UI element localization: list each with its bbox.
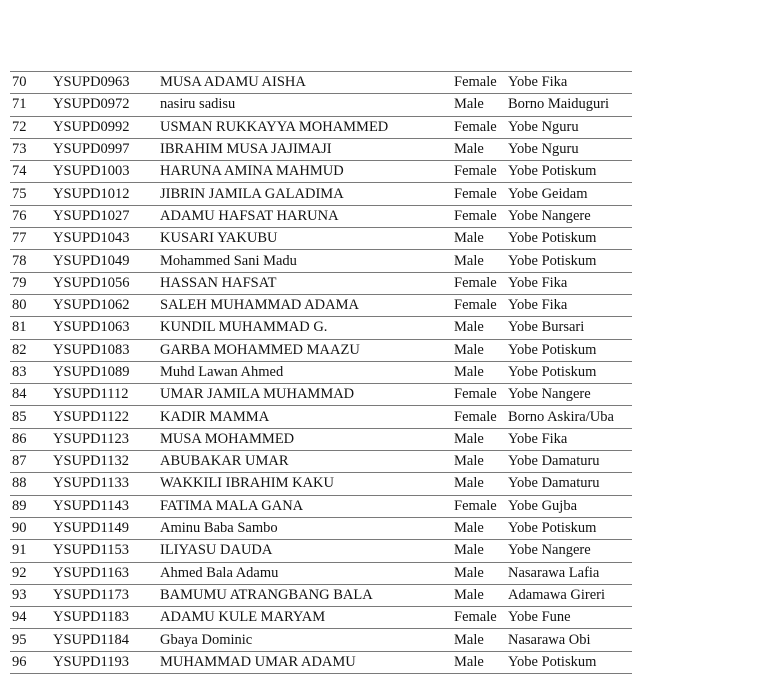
state-lga-cell: Yobe Damaturu bbox=[506, 473, 632, 495]
row-number-cell: 72 bbox=[10, 116, 51, 138]
registration-id-cell: YSUPD1063 bbox=[51, 317, 158, 339]
registration-id-cell: YSUPD1027 bbox=[51, 205, 158, 227]
participant-table bbox=[10, 71, 632, 674]
row-number-cell: 79 bbox=[10, 272, 51, 294]
gender-cell: Female bbox=[452, 205, 506, 227]
person-name-cell: WAKKILI IBRAHIM KAKU bbox=[158, 473, 452, 495]
registration-id-cell: YSUPD1123 bbox=[51, 428, 158, 450]
document-page bbox=[10, 71, 632, 674]
table-row bbox=[10, 473, 632, 495]
table-row bbox=[10, 272, 632, 294]
registration-id-cell: YSUPD1153 bbox=[51, 540, 158, 562]
gender-cell: Male bbox=[452, 361, 506, 383]
row-number-cell: 89 bbox=[10, 495, 51, 517]
state-lga-cell: Yobe Fika bbox=[506, 294, 632, 316]
person-name-cell: Ahmed Bala Adamu bbox=[158, 562, 452, 584]
table-row bbox=[10, 94, 632, 116]
registration-id-cell: YSUPD1012 bbox=[51, 183, 158, 205]
row-number-cell: 75 bbox=[10, 183, 51, 205]
person-name-cell: USMAN RUKKAYYA MOHAMMED bbox=[158, 116, 452, 138]
registration-id-cell: YSUPD1003 bbox=[51, 161, 158, 183]
state-lga-cell: Yobe Potiskum bbox=[506, 361, 632, 383]
person-name-cell: ADAMU KULE MARYAM bbox=[158, 607, 452, 629]
state-lga-cell: Yobe Damaturu bbox=[506, 451, 632, 473]
table-row bbox=[10, 205, 632, 227]
state-lga-cell: Yobe Potiskum bbox=[506, 228, 632, 250]
table-row bbox=[10, 517, 632, 539]
row-number-cell: 76 bbox=[10, 205, 51, 227]
table-row bbox=[10, 161, 632, 183]
state-lga-cell: Yobe Nguru bbox=[506, 138, 632, 160]
row-number-cell: 81 bbox=[10, 317, 51, 339]
state-lga-cell: Yobe Geidam bbox=[506, 183, 632, 205]
registration-id-cell: YSUPD1083 bbox=[51, 339, 158, 361]
row-number-cell: 71 bbox=[10, 94, 51, 116]
table-row bbox=[10, 540, 632, 562]
table-row bbox=[10, 294, 632, 316]
state-lga-cell: Borno Maiduguri bbox=[506, 94, 632, 116]
table-row bbox=[10, 607, 632, 629]
table-row bbox=[10, 138, 632, 160]
person-name-cell: Aminu Baba Sambo bbox=[158, 517, 452, 539]
state-lga-cell: Yobe Potiskum bbox=[506, 517, 632, 539]
gender-cell: Male bbox=[452, 584, 506, 606]
table-row bbox=[10, 651, 632, 673]
person-name-cell: nasiru sadisu bbox=[158, 94, 452, 116]
row-number-cell: 93 bbox=[10, 584, 51, 606]
gender-cell: Female bbox=[452, 294, 506, 316]
registration-id-cell: YSUPD1163 bbox=[51, 562, 158, 584]
row-number-cell: 96 bbox=[10, 651, 51, 673]
row-number-cell: 95 bbox=[10, 629, 51, 651]
state-lga-cell: Yobe Fika bbox=[506, 72, 632, 94]
person-name-cell: Gbaya Dominic bbox=[158, 629, 452, 651]
gender-cell: Male bbox=[452, 651, 506, 673]
row-number-cell: 87 bbox=[10, 451, 51, 473]
gender-cell: Male bbox=[452, 629, 506, 651]
state-lga-cell: Yobe Bursari bbox=[506, 317, 632, 339]
registration-id-cell: YSUPD1049 bbox=[51, 250, 158, 272]
row-number-cell: 74 bbox=[10, 161, 51, 183]
gender-cell: Female bbox=[452, 272, 506, 294]
row-number-cell: 80 bbox=[10, 294, 51, 316]
registration-id-cell: YSUPD1173 bbox=[51, 584, 158, 606]
row-number-cell: 73 bbox=[10, 138, 51, 160]
person-name-cell: Muhd Lawan Ahmed bbox=[158, 361, 452, 383]
row-number-cell: 78 bbox=[10, 250, 51, 272]
person-name-cell: MUSA ADAMU AISHA bbox=[158, 72, 452, 94]
gender-cell: Male bbox=[452, 540, 506, 562]
person-name-cell: MUSA MOHAMMED bbox=[158, 428, 452, 450]
person-name-cell: HASSAN HAFSAT bbox=[158, 272, 452, 294]
person-name-cell: MUHAMMAD UMAR ADAMU bbox=[158, 651, 452, 673]
row-number-cell: 94 bbox=[10, 607, 51, 629]
gender-cell: Male bbox=[452, 473, 506, 495]
registration-id-cell: YSUPD1056 bbox=[51, 272, 158, 294]
registration-id-cell: YSUPD1143 bbox=[51, 495, 158, 517]
table-row bbox=[10, 495, 632, 517]
row-number-cell: 91 bbox=[10, 540, 51, 562]
person-name-cell: JIBRIN JAMILA GALADIMA bbox=[158, 183, 452, 205]
state-lga-cell: Yobe Gujba bbox=[506, 495, 632, 517]
registration-id-cell: YSUPD1183 bbox=[51, 607, 158, 629]
state-lga-cell: Yobe Potiskum bbox=[506, 161, 632, 183]
table-row bbox=[10, 384, 632, 406]
table-row bbox=[10, 339, 632, 361]
gender-cell: Female bbox=[452, 607, 506, 629]
person-name-cell: FATIMA MALA GANA bbox=[158, 495, 452, 517]
state-lga-cell: Yobe Potiskum bbox=[506, 651, 632, 673]
row-number-cell: 83 bbox=[10, 361, 51, 383]
table-row bbox=[10, 428, 632, 450]
state-lga-cell: Yobe Nguru bbox=[506, 116, 632, 138]
person-name-cell: SALEH MUHAMMAD ADAMA bbox=[158, 294, 452, 316]
table-row bbox=[10, 451, 632, 473]
table-row bbox=[10, 183, 632, 205]
gender-cell: Male bbox=[452, 428, 506, 450]
row-number-cell: 88 bbox=[10, 473, 51, 495]
person-name-cell: KADIR MAMMA bbox=[158, 406, 452, 428]
gender-cell: Male bbox=[452, 339, 506, 361]
registration-id-cell: YSUPD1149 bbox=[51, 517, 158, 539]
state-lga-cell: Yobe Nangere bbox=[506, 384, 632, 406]
registration-id-cell: YSUPD1089 bbox=[51, 361, 158, 383]
table-row bbox=[10, 317, 632, 339]
row-number-cell: 86 bbox=[10, 428, 51, 450]
gender-cell: Male bbox=[452, 250, 506, 272]
table-row bbox=[10, 406, 632, 428]
row-number-cell: 70 bbox=[10, 72, 51, 94]
table-row bbox=[10, 228, 632, 250]
gender-cell: Female bbox=[452, 161, 506, 183]
participant-table-body bbox=[10, 72, 632, 674]
state-lga-cell: Yobe Nangere bbox=[506, 205, 632, 227]
state-lga-cell: Nasarawa Obi bbox=[506, 629, 632, 651]
gender-cell: Female bbox=[452, 384, 506, 406]
gender-cell: Male bbox=[452, 317, 506, 339]
person-name-cell: ABUBAKAR UMAR bbox=[158, 451, 452, 473]
state-lga-cell: Yobe Nangere bbox=[506, 540, 632, 562]
state-lga-cell: Adamawa Gireri bbox=[506, 584, 632, 606]
state-lga-cell: Nasarawa Lafia bbox=[506, 562, 632, 584]
gender-cell: Male bbox=[452, 228, 506, 250]
gender-cell: Male bbox=[452, 451, 506, 473]
table-row bbox=[10, 562, 632, 584]
registration-id-cell: YSUPD1062 bbox=[51, 294, 158, 316]
gender-cell: Female bbox=[452, 116, 506, 138]
row-number-cell: 82 bbox=[10, 339, 51, 361]
registration-id-cell: YSUPD1043 bbox=[51, 228, 158, 250]
person-name-cell: KUNDIL MUHAMMAD G. bbox=[158, 317, 452, 339]
registration-id-cell: YSUPD1112 bbox=[51, 384, 158, 406]
person-name-cell: ADAMU HAFSAT HARUNA bbox=[158, 205, 452, 227]
person-name-cell: Mohammed Sani Madu bbox=[158, 250, 452, 272]
state-lga-cell: Yobe Fika bbox=[506, 428, 632, 450]
registration-id-cell: YSUPD0972 bbox=[51, 94, 158, 116]
table-row bbox=[10, 250, 632, 272]
state-lga-cell: Yobe Potiskum bbox=[506, 250, 632, 272]
table-row bbox=[10, 72, 632, 94]
state-lga-cell: Yobe Potiskum bbox=[506, 339, 632, 361]
gender-cell: Female bbox=[452, 72, 506, 94]
gender-cell: Female bbox=[452, 495, 506, 517]
registration-id-cell: YSUPD0963 bbox=[51, 72, 158, 94]
state-lga-cell: Yobe Fune bbox=[506, 607, 632, 629]
person-name-cell: HARUNA AMINA MAHMUD bbox=[158, 161, 452, 183]
person-name-cell: GARBA MOHAMMED MAAZU bbox=[158, 339, 452, 361]
table-row bbox=[10, 584, 632, 606]
row-number-cell: 84 bbox=[10, 384, 51, 406]
registration-id-cell: YSUPD0997 bbox=[51, 138, 158, 160]
table-row bbox=[10, 629, 632, 651]
person-name-cell: UMAR JAMILA MUHAMMAD bbox=[158, 384, 452, 406]
person-name-cell: ILIYASU DAUDA bbox=[158, 540, 452, 562]
row-number-cell: 77 bbox=[10, 228, 51, 250]
row-number-cell: 85 bbox=[10, 406, 51, 428]
state-lga-cell: Borno Askira/Uba bbox=[506, 406, 632, 428]
row-number-cell: 92 bbox=[10, 562, 51, 584]
registration-id-cell: YSUPD1133 bbox=[51, 473, 158, 495]
registration-id-cell: YSUPD0992 bbox=[51, 116, 158, 138]
person-name-cell: BAMUMU ATRANGBANG BALA bbox=[158, 584, 452, 606]
registration-id-cell: YSUPD1122 bbox=[51, 406, 158, 428]
registration-id-cell: YSUPD1132 bbox=[51, 451, 158, 473]
registration-id-cell: YSUPD1193 bbox=[51, 651, 158, 673]
gender-cell: Male bbox=[452, 94, 506, 116]
gender-cell: Female bbox=[452, 183, 506, 205]
gender-cell: Male bbox=[452, 517, 506, 539]
table-row bbox=[10, 116, 632, 138]
table-row bbox=[10, 361, 632, 383]
person-name-cell: IBRAHIM MUSA JAJIMAJI bbox=[158, 138, 452, 160]
gender-cell: Male bbox=[452, 562, 506, 584]
person-name-cell: KUSARI YAKUBU bbox=[158, 228, 452, 250]
registration-id-cell: YSUPD1184 bbox=[51, 629, 158, 651]
row-number-cell: 90 bbox=[10, 517, 51, 539]
state-lga-cell: Yobe Fika bbox=[506, 272, 632, 294]
gender-cell: Male bbox=[452, 138, 506, 160]
gender-cell: Female bbox=[452, 406, 506, 428]
